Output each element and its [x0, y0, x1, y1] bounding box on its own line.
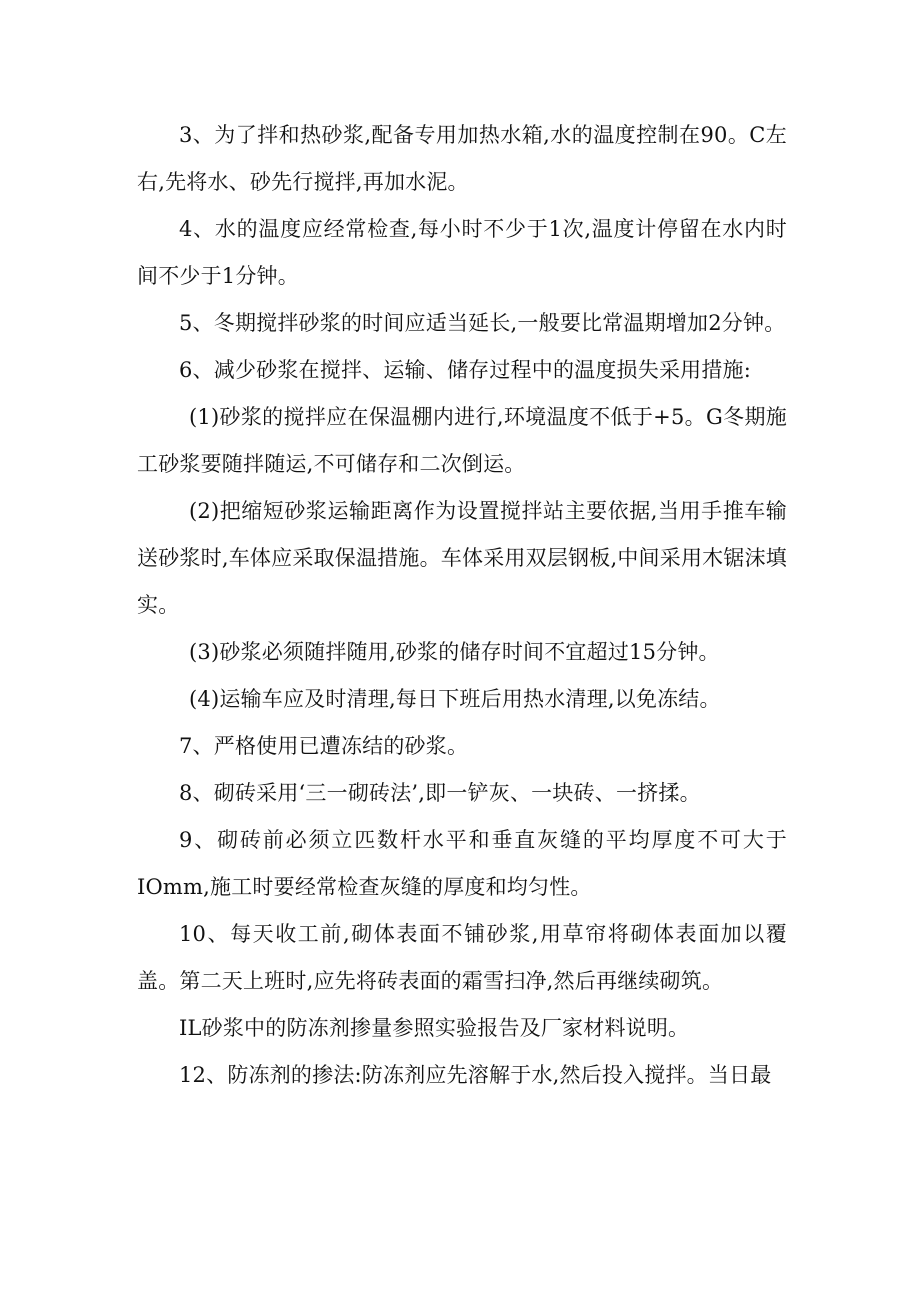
paragraph-6: 6、减少砂浆在搅拌、运输、储存过程中的温度损失采用措施: [179, 358, 752, 382]
paragraph-7: 7、严格使用已遭冻结的砂浆。 [179, 734, 469, 758]
paragraph-6-3: (3)砂浆必须随拌随用,砂浆的储存时间不宜超过15分钟。 [189, 640, 720, 664]
document-body [137, 112, 787, 1099]
paragraph-6-1: (1)砂浆的搅拌应在保温棚内进行,环境温度不低于+5。G冬期施工砂浆要随拌随运,不可储存和二次倒运。 [137, 405, 787, 476]
paragraph-10: 10、每天收工前,砌体表面不铺砂浆,用草帘将砌体表面加以覆盖。第二天上班时,应先将砖表面的霜雪扫净,然后再继续砌筑。 [137, 922, 787, 993]
paragraph-8: 8、砌砖采用‘三一砌砖法’,即一铲灰、一块砖、一挤揉。 [179, 781, 701, 805]
paragraph-6-4: (4)运输车应及时清理,每日下班后用热水清理,以免冻结。 [189, 687, 721, 711]
paragraph-11: IL砂浆中的防冻剂掺量参照实验报告及厂家材料说明。 [179, 1016, 690, 1040]
paragraph-4: 4、水的温度应经常检查,每小时不少于1次,温度计停留在水内时间不少于1分钟。 [137, 217, 787, 288]
paragraph-9: 9、砌砖前必须立匹数杆水平和垂直灰缝的平均厚度不可大于IOmm,施工时要经常检查灰缝的厚度和均匀性。 [137, 828, 787, 899]
paragraph-12: 12、防冻剂的掺法:防冻剂应先溶解于水,然后投入搅拌。当日最 [179, 1063, 772, 1087]
paragraph-3: 3、为了拌和热砂浆,配备专用加热水箱,水的温度控制在90。C左右,先将水、砂先行搅拌,再加水泥。 [137, 123, 787, 194]
paragraph-6-2: (2)把缩短砂浆运输距离作为设置搅拌站主要依据,当用手推车输送砂浆时,车体应采取保温措施。车体采用双层钢板,中间采用木锯沫填实。 [137, 499, 787, 617]
paragraph-5: 5、冬期搅拌砂浆的时间应适当延长,一般要比常温期增加2分钟。 [179, 311, 786, 335]
